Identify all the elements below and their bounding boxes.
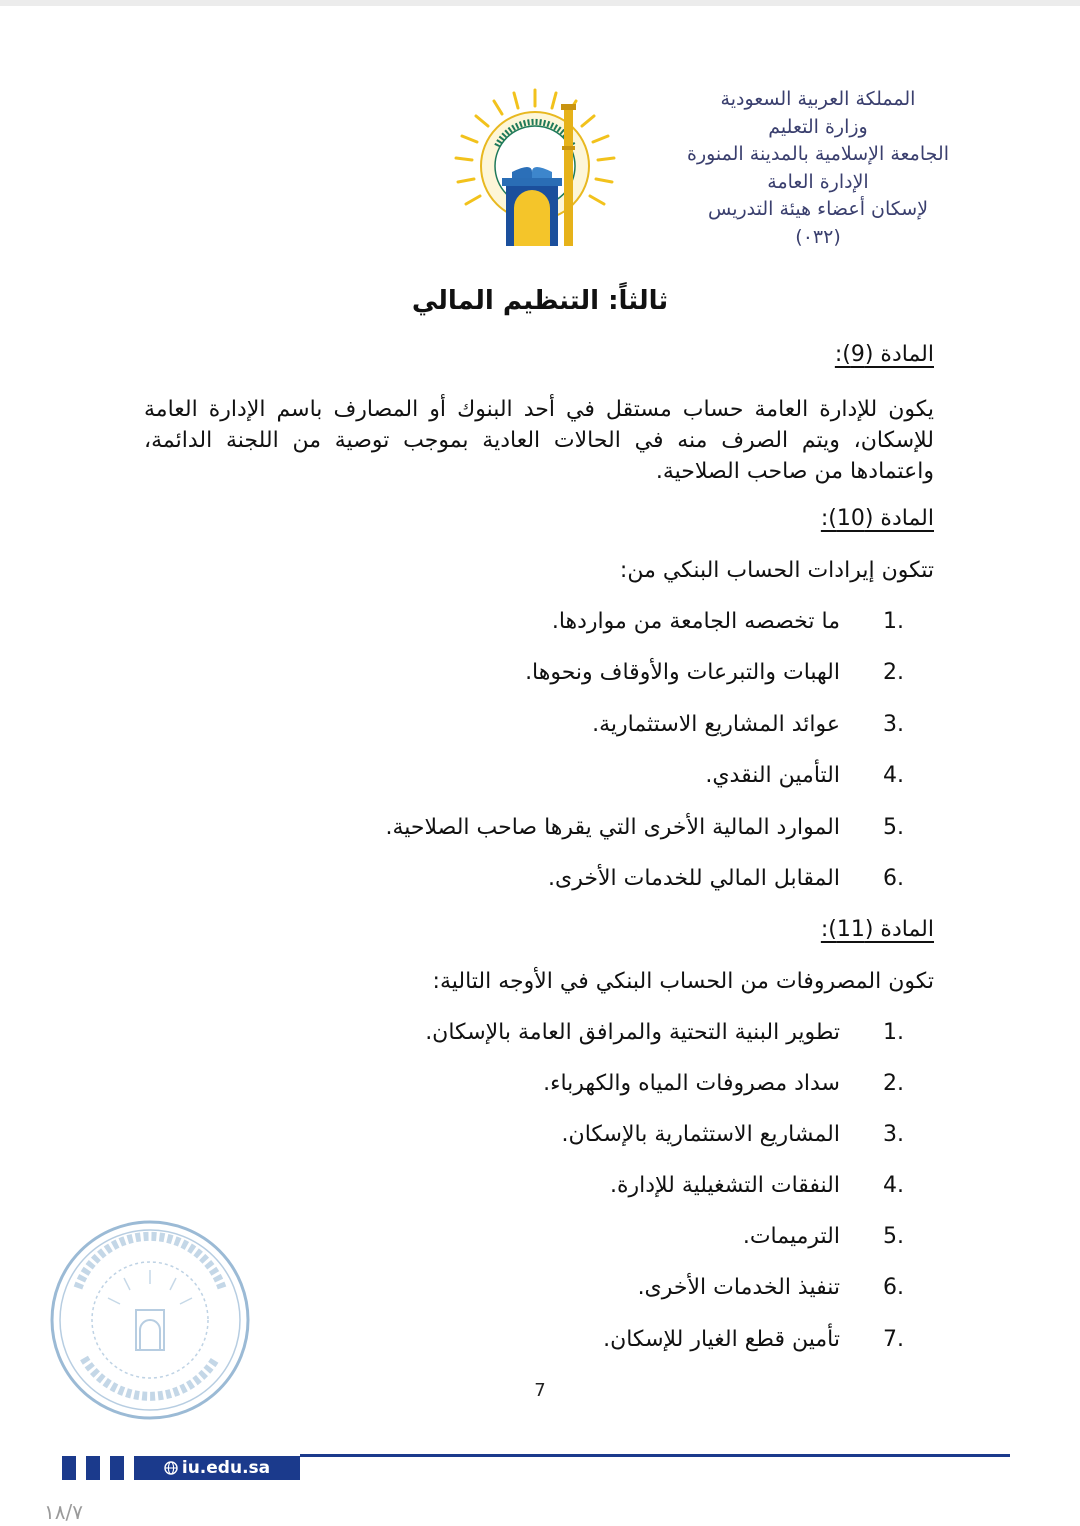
article-9-heading: المادة (9): bbox=[834, 342, 934, 367]
list-text: المقابل المالي للخدمات الأخرى. bbox=[548, 866, 840, 891]
list-text: سداد مصروفات المياه والكهرباء. bbox=[543, 1071, 840, 1096]
footer-url[interactable]: iu.edu.sa bbox=[181, 1458, 271, 1478]
list-number: 4. bbox=[883, 1173, 904, 1198]
article-10-heading: المادة (10): bbox=[820, 506, 934, 531]
list-number: 1. bbox=[883, 1020, 904, 1045]
list-item bbox=[548, 866, 904, 898]
list-item bbox=[592, 712, 904, 744]
list-number: 2. bbox=[883, 1071, 904, 1096]
list-item bbox=[552, 609, 904, 641]
list-text: عوائد المشاريع الاستثمارية. bbox=[592, 712, 840, 737]
letterhead bbox=[668, 86, 968, 251]
list-item bbox=[525, 660, 904, 692]
list-item bbox=[425, 1020, 904, 1052]
globe-icon bbox=[164, 1461, 178, 1475]
letterhead-line: الجامعة الإسلامية بالمدينة المنورة bbox=[686, 143, 949, 165]
list-item bbox=[385, 815, 904, 847]
list-number: 5. bbox=[883, 815, 904, 840]
list-item bbox=[543, 1071, 904, 1103]
list-text: التأمين النقدي. bbox=[705, 763, 840, 788]
footer-rule bbox=[300, 1454, 1010, 1457]
letterhead-line: لإسكان أعضاء هيئة التدريس bbox=[707, 198, 929, 220]
top-border bbox=[0, 0, 1080, 6]
article-11-intro: تكون المصروفات من الحساب البنكي في الأوجه التالية: bbox=[432, 969, 934, 994]
list-number: 6. bbox=[883, 1275, 904, 1300]
page-mark: ١٨/٧ bbox=[44, 1500, 83, 1524]
list-text: ما تخصصه الجامعة من مواردها. bbox=[551, 609, 840, 634]
list-number: 7. bbox=[883, 1327, 904, 1352]
list-number: 4. bbox=[883, 763, 904, 788]
article-11-heading: المادة (11): bbox=[820, 917, 934, 942]
footer-bar bbox=[110, 1456, 124, 1480]
list-number: 3. bbox=[883, 1122, 904, 1147]
list-number: 2. bbox=[883, 660, 904, 685]
list-text: المشاريع الاستثمارية بالإسكان. bbox=[561, 1122, 840, 1147]
list-number: 5. bbox=[883, 1224, 904, 1249]
list-number: 6. bbox=[883, 866, 904, 891]
list-number: 3. bbox=[883, 712, 904, 737]
list-text: الترميمات. bbox=[742, 1224, 840, 1249]
university-logo bbox=[452, 86, 618, 252]
footer-bar bbox=[86, 1456, 100, 1480]
list-item bbox=[743, 1224, 904, 1256]
list-text: النفقات التشغيلية للإدارة. bbox=[609, 1173, 840, 1198]
list-item bbox=[603, 1327, 904, 1359]
letterhead-line: وزارة التعليم bbox=[768, 115, 868, 138]
letterhead-line: (٠٣٢) bbox=[795, 225, 841, 248]
official-stamp bbox=[48, 1218, 252, 1422]
article-10-intro: تتكون إيرادات الحساب البنكي من: bbox=[619, 558, 934, 583]
footer-url-box[interactable] bbox=[134, 1456, 300, 1480]
page-number: 7 bbox=[534, 1380, 546, 1401]
list-item bbox=[638, 1275, 904, 1307]
list-text: تطوير البنية التحتية والمرافق العامة بالإسكان. bbox=[425, 1020, 840, 1045]
list-item bbox=[705, 763, 904, 795]
list-text: تنفيذ الخدمات الأخرى. bbox=[637, 1275, 840, 1300]
list-item bbox=[610, 1173, 904, 1205]
letterhead-line: الإدارة العامة bbox=[767, 170, 869, 193]
article-9-text: يكون للإدارة العامة حساب مستقل في أحد البنوك أو المصارف باسم الإدارة العامة للإسكان، ويتم الصرف منه في الحالات العادية بموجب توصية من اللجنة الدائمة، واعتمادها من صاحب الصلاحية. bbox=[144, 397, 934, 484]
list-text: تأمين قطع الغيار للإسكان. bbox=[603, 1327, 840, 1352]
letterhead-line: المملكة العربية السعودية bbox=[720, 88, 916, 110]
list-text: الهبات والتبرعات والأوقاف ونحوها. bbox=[525, 660, 840, 685]
list-number: 1. bbox=[883, 609, 904, 634]
list-text: الموارد المالية الأخرى التي يقرها صاحب الصلاحية. bbox=[385, 815, 840, 840]
list-item bbox=[562, 1122, 904, 1154]
section-title: ثالثاً: التنظيم المالي bbox=[411, 286, 669, 316]
footer-bar bbox=[62, 1456, 76, 1480]
